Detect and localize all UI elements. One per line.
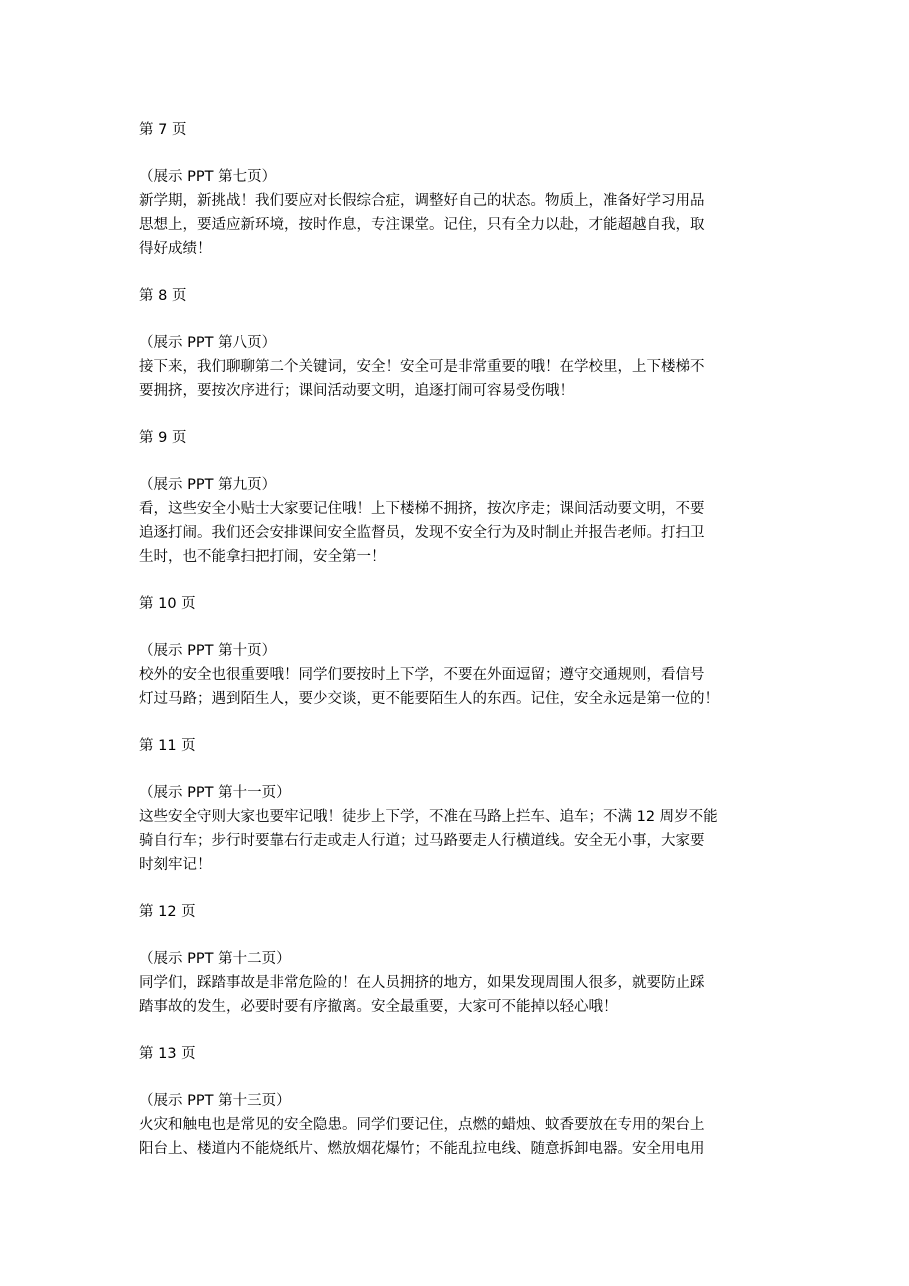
section-heading: 第 10 页 — [139, 596, 196, 612]
section-heading: 第 13 页 — [139, 1046, 196, 1062]
section-spacer — [139, 1019, 779, 1042]
section-slide-note: （展示 PPT 第十一页） — [139, 785, 291, 801]
section-slide-note: （展示 PPT 第十二页） — [139, 951, 291, 967]
sections-container — [139, 118, 779, 1161]
page-section — [139, 1042, 779, 1161]
paragraph-line: 火灾和触电也是常见的安全隐患。同学们要记住，点燃的蜡烛、蚊香要放在专用的架台上 — [139, 1117, 705, 1133]
section-heading: 第 9 页 — [139, 430, 187, 446]
section-slide-note: （展示 PPT 第九页） — [139, 477, 277, 493]
section-slide-note: （展示 PPT 第十三页） — [139, 1093, 291, 1109]
section-spacer — [139, 261, 779, 284]
section-spacer — [139, 569, 779, 592]
section-spacer — [139, 403, 779, 426]
section-heading: 第 11 页 — [139, 738, 196, 754]
paragraph-line: 踏事故的发生，必要时要有序撤离。安全最重要，大家可不能掉以轻心哦！ — [139, 999, 618, 1015]
page-section — [139, 734, 779, 900]
paragraph-line: 灯过马路；遇到陌生人，要少交谈，更不能要陌生人的东西。记住，安全永远是第一位的！ — [139, 691, 719, 707]
paragraph-line: 接下来，我们聊聊第二个关键词，安全！安全可是非常重要的哦！在学校里，上下楼梯不 — [139, 359, 705, 375]
section-heading: 第 7 页 — [139, 122, 187, 138]
page-section — [139, 284, 779, 426]
section-heading: 第 8 页 — [139, 288, 187, 304]
paragraph-line: 思想上，要适应新环境，按时作息，专注课堂。记住，只有全力以赴，才能超越自我，取 — [139, 217, 705, 233]
paragraph-line: 新学期，新挑战！我们要应对长假综合症，调整好自己的状态。物质上，准备好学习用品 — [139, 193, 705, 209]
paragraph-line: 看，这些安全小贴士大家要记住哦！上下楼梯不拥挤，按次序走；课间活动要文明，不要 — [139, 501, 705, 517]
page-section — [139, 592, 779, 734]
page-section — [139, 118, 779, 284]
page-section — [139, 900, 779, 1042]
section-slide-note: （展示 PPT 第七页） — [139, 169, 277, 185]
page-section — [139, 426, 779, 592]
section-spacer — [139, 877, 779, 900]
paragraph-line: 生时，也不能拿扫把打闹，安全第一！ — [139, 549, 386, 565]
section-heading: 第 12 页 — [139, 904, 196, 920]
section-spacer — [139, 711, 779, 734]
paragraph-line: 阳台上、楼道内不能烧纸片、燃放烟花爆竹；不能乱拉电线、随意拆卸电器。安全用电用 — [139, 1141, 705, 1157]
paragraph-line: 要拥挤，要按次序进行；课间活动要文明，追逐打闹可容易受伤哦！ — [139, 383, 574, 399]
document-page — [139, 118, 779, 1161]
section-slide-note: （展示 PPT 第八页） — [139, 335, 277, 351]
paragraph-line: 这些安全守则大家也要牢记哦！徒步上下学，不准在马路上拦车、追车；不满 12 周岁不能 — [139, 809, 718, 825]
paragraph-line: 同学们，踩踏事故是非常危险的！在人员拥挤的地方，如果发现周围人很多，就要防止踩 — [139, 975, 705, 991]
paragraph-line: 骑自行车；步行时要靠右行走或走人行道；过马路要走人行横道线。安全无小事，大家要 — [139, 833, 705, 849]
paragraph-line: 校外的安全也很重要哦！同学们要按时上下学，不要在外面逗留；遵守交通规则，看信号 — [139, 667, 705, 683]
paragraph-line: 追逐打闹。我们还会安排课间安全监督员，发现不安全行为及时制止并报告老师。打扫卫 — [139, 525, 705, 541]
section-slide-note: （展示 PPT 第十页） — [139, 643, 277, 659]
paragraph-line: 得好成绩！ — [139, 241, 212, 257]
paragraph-line: 时刻牢记！ — [139, 857, 212, 873]
